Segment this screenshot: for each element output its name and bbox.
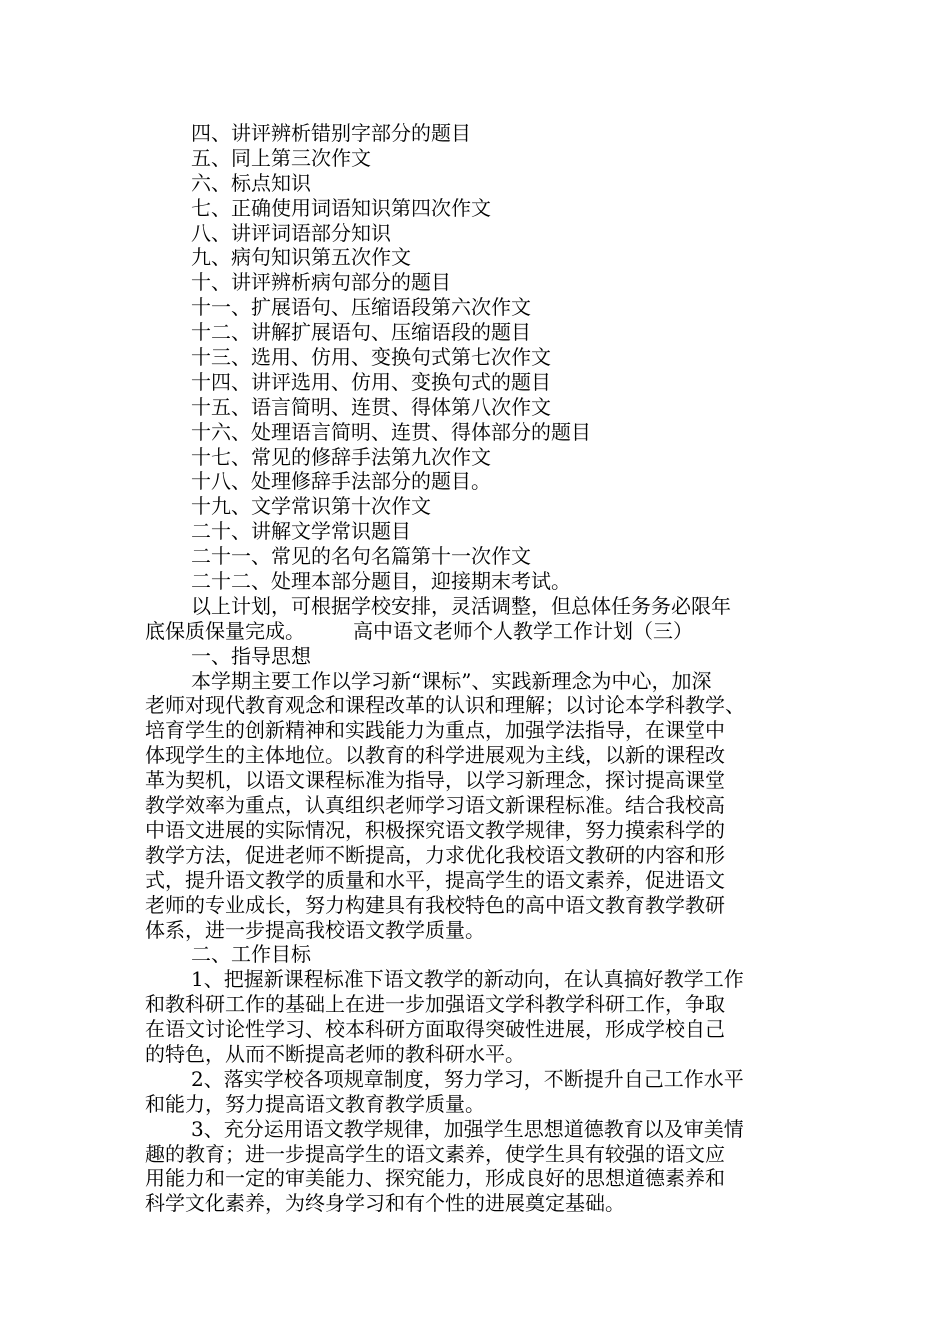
paragraph-line: 中语文进展的实际情况，积极探究语文教学规律，努力摸索科学的 bbox=[145, 817, 725, 842]
list-item: 十八、处理修辞手法部分的题目。 bbox=[191, 469, 491, 494]
list-item: 九、病句知识第五次作文 bbox=[191, 245, 411, 270]
section-heading: 一、指导思想 bbox=[191, 643, 311, 668]
paragraph-line: 的特色，从而不断提高老师的教科研水平。 bbox=[145, 1041, 525, 1066]
paragraph-line: 趣的教育；进一步提高学生的语文素养，使学生具有较强的语文应 bbox=[145, 1141, 725, 1166]
list-item: 四、讲评辨析错别字部分的题目 bbox=[191, 121, 471, 145]
paragraph-line: 革为契机，以语文课程标准为指导，以学习新理念，探讨提高课堂 bbox=[145, 768, 725, 793]
paragraph-line: 2、落实学校各项规章制度，努力学习，不断提升自己工作水平 bbox=[191, 1066, 744, 1091]
list-item: 六、标点知识 bbox=[191, 170, 311, 195]
paragraph-line bbox=[145, 619, 825, 644]
paragraph-line: 以上计划，可根据学校安排，灵活调整，但总体任务务必限年 bbox=[191, 593, 731, 618]
list-item: 十三、选用、仿用、变换句式第七次作文 bbox=[191, 345, 551, 370]
paragraph-line: 体现学生的主体地位。以教育的科学进展观为主线，以新的课程改 bbox=[145, 743, 725, 768]
section-heading: 二、工作目标 bbox=[191, 942, 311, 967]
list-item: 十五、语言简明、连贯、得体第八次作文 bbox=[191, 394, 551, 419]
list-section bbox=[145, 121, 825, 594]
paragraph-line: 老师对现代教育观念和课程改革的认识和理解；以讨论本学科教学、 bbox=[145, 693, 745, 718]
paragraph-line: 式，提升语文教学的质量和水平，提高学生的语文素养，促进语文 bbox=[145, 867, 725, 892]
paragraph-line: 教学效率为重点，认真组织老师学习语文新课程标准。结合我校高 bbox=[145, 793, 725, 818]
paragraph-line: 本学期主要工作以学习新“课标”、实践新理念为中心，加深 bbox=[191, 668, 712, 693]
section-guiding-ideology bbox=[145, 644, 825, 943]
paragraph-line: 和教科研工作的基础上在进一步加强语文学科教学科研工作，争取 bbox=[145, 992, 725, 1017]
paragraph-line: 培育学生的创新精神和实践能力为重点，加强学法指导，在课堂中 bbox=[145, 718, 725, 743]
list-item: 十四、讲评选用、仿用、变换句式的题目 bbox=[191, 369, 551, 394]
list-item: 十六、处理语言简明、连贯、得体部分的题目 bbox=[191, 419, 591, 444]
closing-paragraph bbox=[145, 594, 825, 644]
list-item: 十七、常见的修辞手法第九次作文 bbox=[191, 444, 491, 469]
next-plan-title: 高中语文老师个人教学工作计划（三） bbox=[353, 618, 693, 643]
list-item: 二十、讲解文学常识题目 bbox=[191, 519, 411, 544]
list-item: 十九、文学常识第十次作文 bbox=[191, 494, 431, 519]
paragraph-line: 体系，进一步提高我校语文教学质量。 bbox=[145, 917, 485, 942]
list-item: 十一、扩展语句、压缩语段第六次作文 bbox=[191, 295, 531, 320]
paragraph-line: 和能力，努力提高语文教育教学质量。 bbox=[145, 1091, 485, 1116]
list-item: 七、正确使用词语知识第四次作文 bbox=[191, 195, 491, 220]
document-page bbox=[145, 121, 825, 1216]
section-work-goals bbox=[145, 942, 825, 1216]
paragraph-line: 1、把握新课程标准下语文教学的新动向，在认真搞好教学工作 bbox=[191, 967, 744, 992]
paragraph-line: 用能力和一定的审美能力、探究能力，形成良好的思想道德素养和 bbox=[145, 1166, 725, 1191]
list-item: 十、讲评辨析病句部分的题目 bbox=[191, 270, 451, 295]
paragraph-line: 在语文讨论性学习、校本科研方面取得突破性进展，形成学校自己 bbox=[145, 1017, 725, 1042]
list-item: 二十一、常见的名句名篇第十一次作文 bbox=[191, 544, 531, 569]
list-item: 八、讲评词语部分知识 bbox=[191, 220, 391, 245]
list-item: 五、同上第三次作文 bbox=[191, 145, 371, 170]
paragraph-line: 教学方法，促进老师不断提高，力求优化我校语文教研的内容和形 bbox=[145, 842, 725, 867]
paragraph-line: 科学文化素养，为终身学习和有个性的进展奠定基础。 bbox=[145, 1191, 625, 1216]
list-item: 二十二、处理本部分题目，迎接期末考试。 bbox=[191, 569, 571, 594]
list-item: 十二、讲解扩展语句、压缩语段的题目 bbox=[191, 320, 531, 345]
closing-text: 底保质保量完成。 bbox=[145, 618, 305, 643]
paragraph-line: 老师的专业成长，努力构建具有我校特色的高中语文教育教学教研 bbox=[145, 892, 725, 917]
paragraph-line: 3、充分运用语文教学规律，加强学生思想道德教育以及审美情 bbox=[191, 1116, 744, 1141]
